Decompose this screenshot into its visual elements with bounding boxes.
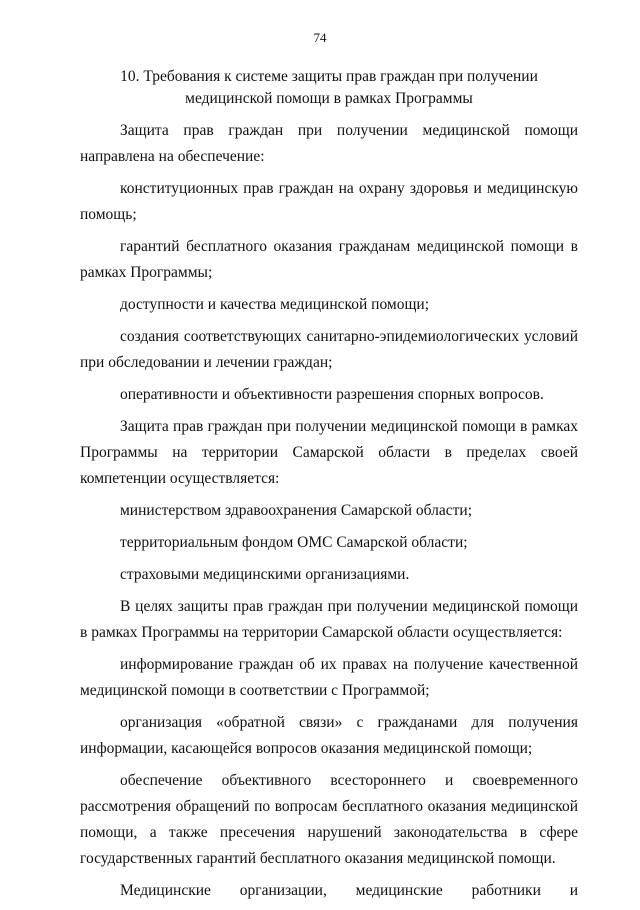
paragraph-4: доступности и качества медицинской помощи; [120,296,430,313]
paragraph-2: конституционных прав граждан на охрану здоровья и медицинскую помощь; [80,180,578,223]
document-body [80,118,578,910]
paragraph-13: организация «обратной связи» с гражданами для получения информации, касающейся вопросов оказания медицинской помощи; [80,714,578,757]
paragraph-6: оперативности и объективности разрешения спорных вопросов. [120,386,544,403]
paragraph-9: территориальным фондом ОМС Самарской области; [120,534,468,551]
paragraph-10: страховыми медицинскими организациями. [120,566,410,583]
paragraph-3: гарантий бесплатного оказания гражданам медицинской помощи в рамках Программы; [80,238,578,281]
paragraph-7: Защита прав граждан при получении медицинской помощи в рамках Программы на территории Самарской области в пределах своей компетенции осуществляется: [80,418,578,487]
section-heading-line-1: 10. Требования к системе защиты прав граждан при получении [120,68,538,85]
paragraph-5: создания соответствующих санитарно-эпидемиологических условий при обследовании и лечении граждан; [80,328,578,371]
section-heading-line-2: медицинской помощи в рамках Программы [185,90,473,107]
paragraph-8: министерством здравоохранения Самарской области; [120,502,473,519]
section-heading [80,66,578,110]
paragraph-12: информирование граждан об их правах на получение качественной медицинской помощи в соответствии с Программой; [80,656,578,699]
paragraph-11: В целях защиты прав граждан при получении медицинской помощи в рамках Программы на территории Самарской области осуществляется: [80,598,578,641]
paragraph-1: Защита прав граждан при получении медицинской помощи направлена на обеспечение: [80,122,578,165]
paragraph-15: Медицинские организации, медицинские работники и [120,882,578,899]
page-number: 74 [313,30,327,45]
paragraph-14: обеспечение объективного всестороннего и своевременного рассмотрения обращений по вопросам бесплатного оказания медицинской помощи, а также пресечения нарушений законодательства в сфере государственных гарантий бесплатного оказания медицинской помощи. [80,772,578,867]
